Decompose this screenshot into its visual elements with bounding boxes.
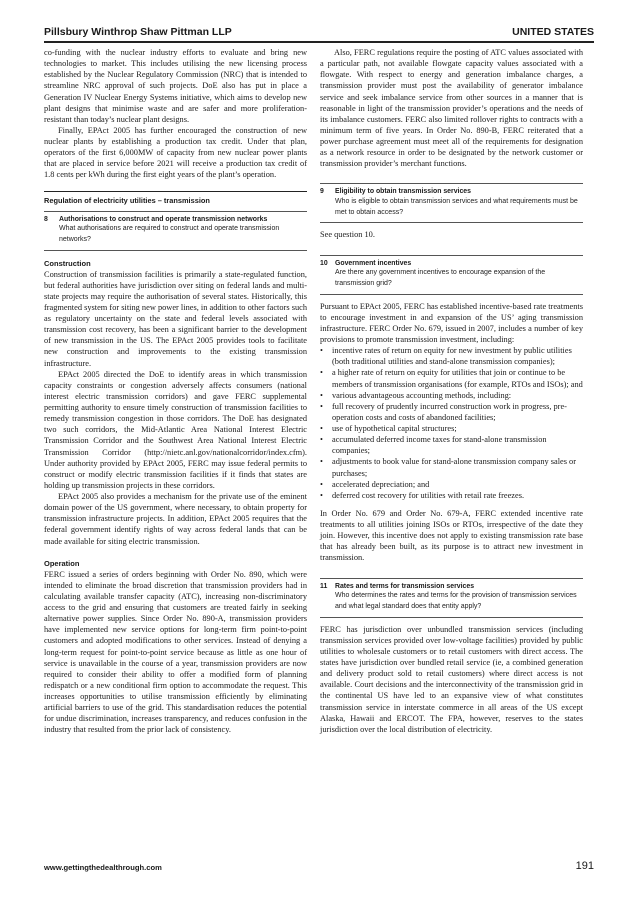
question-text: Who is eligible to obtain transmission services and what requirements must be met to obtain access? <box>335 197 578 216</box>
firm-name: Pillsbury Winthrop Shaw Pittman LLP <box>44 26 232 38</box>
subheading-operation: Operation <box>44 558 80 568</box>
question-box-8 <box>44 211 307 251</box>
question-title: Rates and terms for transmission services <box>335 582 475 590</box>
question-number: 9 <box>320 188 324 196</box>
question-text: Who determines the rates and terms for the provision of transmission services and what legal standard does that entity apply? <box>335 592 577 610</box>
section-title: Regulation of electricity utilities – transmission <box>44 191 307 205</box>
answer-paragraph: Pursuant to EPAct 2005, FERC has established incentive-based rate treatments to encourage investment in and expansion of the US’ aging transmission infrastructure. FERC Order No. 679, issued in 2007, includes a number of key provisions to promote transmission investment, including: <box>320 301 583 345</box>
right-column <box>320 47 583 735</box>
body-paragraph: co-funding with the nuclear industry efforts to evaluate and bring new technologies to market. This includes utilising the new licensing process established by the Nuclear Regulatory Commission (NRC) that is intended to streamline NRC approval of such projects. DoE also has put in place a Generation IV Nuclear Energy Systems initiative, which aims to develop new plant designs that minimise waste and are safer and more proliferation-resistant than today’s nuclear plant designs. <box>44 48 307 124</box>
body-paragraph: EPAct 2005 also provides a mechanism for the private use of the eminent domain power of the US government, where necessary, to obtain property for transmission infrastructure projects. In addition, EPAct 2005 requires that the federal government identify rights of way across federal lands that can be made available for siting electric transmission. <box>44 492 307 546</box>
list-item: • full recovery of prudently incurred construction work in progress, pre-operation costs and costs of abandoned facilities; <box>320 401 583 423</box>
body-paragraph: FERC issued a series of orders beginning with Order No. 890, which were intended to eliminate the broad discretion that transmission providers had in calculating available transfer capacity (ATC), increasing non-discriminatory access to the grid and ensuring that customers are treated fairly in seeking alternative power supplies. Since Order No. 890-A, transmission providers have implemented new service options for long-term firm point-to-point customers and adopted modifications to other services. Instead of denying a long-term request for point-to-point service because as little as one hour of service is unavailable in the course of a year, transmission providers are now required to consider their ability to offer a modified form of planning redispatch or a new conditional firm option to accommodate the request. This increases opportunities to utilise transmission efficiently by eliminating artificial barriers to use of the grid. This standardisation reduces the potential for undue discrimination, increases transparency, and reduces confusion in the industry that resulted from the prior lack of consistency. <box>44 569 307 735</box>
subheading-construction: Construction <box>44 258 91 268</box>
body-paragraph: EPAct 2005 directed the DoE to identify areas in which transmission capacity constraints or congestion adversely affects consumers (national interest electric transmission corridors) and gave FERC supplemental permitting authority to ensure timely construction of transmission facilities to remedy transmission congestion in those corridors. The DoE has designated two such corridors, the Mid-Atlantic Area National Interest Electric Transmission Corridor and the Southwest Area National Interest Electric Transmission Corridor (http://nietc.anl.gov/nationalcorridor/index.cfm). Under authority provided by EPAct 2005, FERC may issue federal permits to construct or modify electric transmission facilities if it finds that states are holding up transmission projects in these corridors. <box>44 369 307 490</box>
header-rule <box>44 41 594 43</box>
question-title: Eligibility to obtain transmission services <box>335 188 471 196</box>
list-item: • use of hypothetical capital structures; <box>320 423 583 434</box>
question-box-9 <box>320 183 583 223</box>
question-number: 8 <box>44 215 48 223</box>
body-paragraph: Also, FERC regulations require the posting of ATC values associated with a particular path, not available flowgate capacity values associated with a flowgate. With respect to energy and generation imbalance charges, a transmission provider must post the availability of generator imbalance service and seek imbalance service from other sources in a manner that is reasonable in light of the transmission provider’s operations and the needs of its imbalance customers. FERC also limited rollover rights to contracts with a minimum term of five years. In Order No. 890-B, FERC reiterated that a power purchase agreement must meet all of the requirements for designation as a network resource in order to be designated by the network customer or transmission provider’s merchant functions. <box>320 48 583 169</box>
body-paragraph: Finally, EPAct 2005 has further encouraged the construction of new nuclear plants by establishing a production tax credit. Under that plan, operators of the first 6,000MW of capacity from new nuclear power plants that are placed in service before 2021 will receive a production tax credit of 1.8 cents per kWh during the first eight years of the plant’s operation. <box>44 125 307 180</box>
question-number: 11 <box>320 582 328 590</box>
answer-paragraph: FERC has jurisdiction over unbundled transmission services (including transmission services provided over low-voltage facilities) provided by public utilities to wholesale customers or to retail customers with direct access. The states have jurisdiction over bundled retail service (ie, a combined generation and delivery product sold to retail customers) where direct access is not available. Court decisions and the interconnectivity of the transmission grid in the continental US have led to an expansive view of what constitutes transmission service in interstate commerce in all areas of the US except Alaska, Hawaii and ERCOT. The FPA, however, reserves to the states jurisdiction over the local distribution of electricity. <box>320 624 583 734</box>
body-paragraph: Construction of transmission facilities is primarily a state-regulated function, but federal authorities have jurisdiction over siting on federal lands and multi-state projects may require the authorisation of several states. Historically, this fragmented system for siting new power lines, in addition to other factors such as regulatory uncertainty on the state and federal levels associated with transmission cost recovery, has been a significant barrier to the development of new transmission in the US. The EPAct 2005 provides tools to facilitate new construction and improvements to the existing transmission infrastructure. <box>44 269 307 368</box>
question-number: 10 <box>320 259 328 267</box>
page-footer <box>44 860 594 876</box>
page-number: 191 <box>575 860 594 872</box>
left-column <box>44 47 307 736</box>
question-box-10 <box>320 255 583 295</box>
list-item: • various advantageous accounting methods, including: <box>320 390 583 401</box>
incentive-list <box>320 345 583 501</box>
question-title: Government incentives <box>335 259 412 267</box>
question-text: Are there any government incentives to encourage expansion of the transmission grid? <box>335 269 546 287</box>
question-box-11 <box>320 578 583 618</box>
list-item: • deferred cost recovery for utilities with retail rate freezes. <box>320 490 583 501</box>
country-label: UNITED STATES <box>512 26 594 38</box>
answer-paragraph: See question 10. <box>320 230 375 240</box>
list-item: • adjustments to book value for stand-alone transmission company sales or purchases; <box>320 456 583 478</box>
list-item: • a higher rate of return on equity for utilities that join or continue to be members of transmission organisations (for example, RTOs and ISOs); and <box>320 367 583 389</box>
footer-url[interactable]: www.gettingthedealthrough.com <box>44 863 162 872</box>
list-item: • accelerated depreciation; and <box>320 479 583 490</box>
list-item: • accumulated deferred income taxes for stand-alone transmission companies; <box>320 434 583 456</box>
list-item: • incentive rates of return on equity for new investment by public utilities (both traditional utilities and stand-alone transmission companies); <box>320 345 583 367</box>
question-title: Authorisations to construct and operate transmission networks <box>59 215 268 223</box>
question-text: What authorisations are required to construct and operate transmission networks? <box>59 225 280 243</box>
answer-paragraph: In Order No. 679 and Order No. 679-A, FERC extended incentive rate treatments to all utilities joining ISOs or RTOs, irrespective of the date they join. However, this incentive does not apply to existing transmission rate base that has already been built, as its purpose is to attract new investment in transmission. <box>320 508 583 563</box>
running-header <box>44 26 594 40</box>
